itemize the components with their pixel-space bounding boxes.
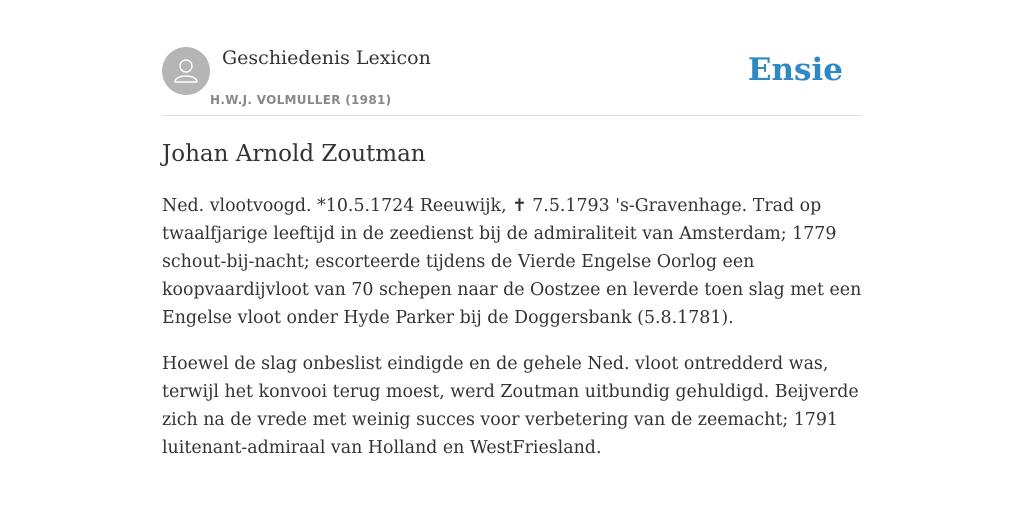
source-title[interactable]: Geschiedenis Lexicon (222, 47, 431, 69)
author-avatar-icon (162, 47, 210, 95)
source-author: H.W.J. VOLMULLER (1981) (210, 93, 392, 107)
article-title: Johan Arnold Zoutman (162, 141, 426, 167)
article-paragraph: Ned. vlootvoogd. *10.5.1724 Reeuwijk, ✝ 7.5.1793 's-Gravenhage. Trad op twaalfjarige leeftijd in de zeedienst bij de admiraliteit van Amsterdam; 1779 schout-bij-nacht; escorteerde tijdens de Vierde Engelse Oorlog een koopvaardijvloot van 70 schepen naar de Oostzee en leverde toen slag met een Engelse vloot onder Hyde Parker bij de Doggersbank (5.8.1781). (162, 196, 862, 328)
brand-logo[interactable]: Ensie (747, 52, 843, 88)
header-divider (162, 115, 862, 116)
article-paragraph: Hoewel de slag onbeslist eindigde en de gehele Ned. vloot ontredderd was, terwijl het konvooi terug moest, werd Zoutman uitbundig gehuldigd. Beijverde zich na de vrede met weinig succes voor verbetering van de zeemacht; 1791 luitenant-admiraal van Holland en WestFriesland. (162, 354, 859, 458)
article-body (162, 192, 862, 480)
